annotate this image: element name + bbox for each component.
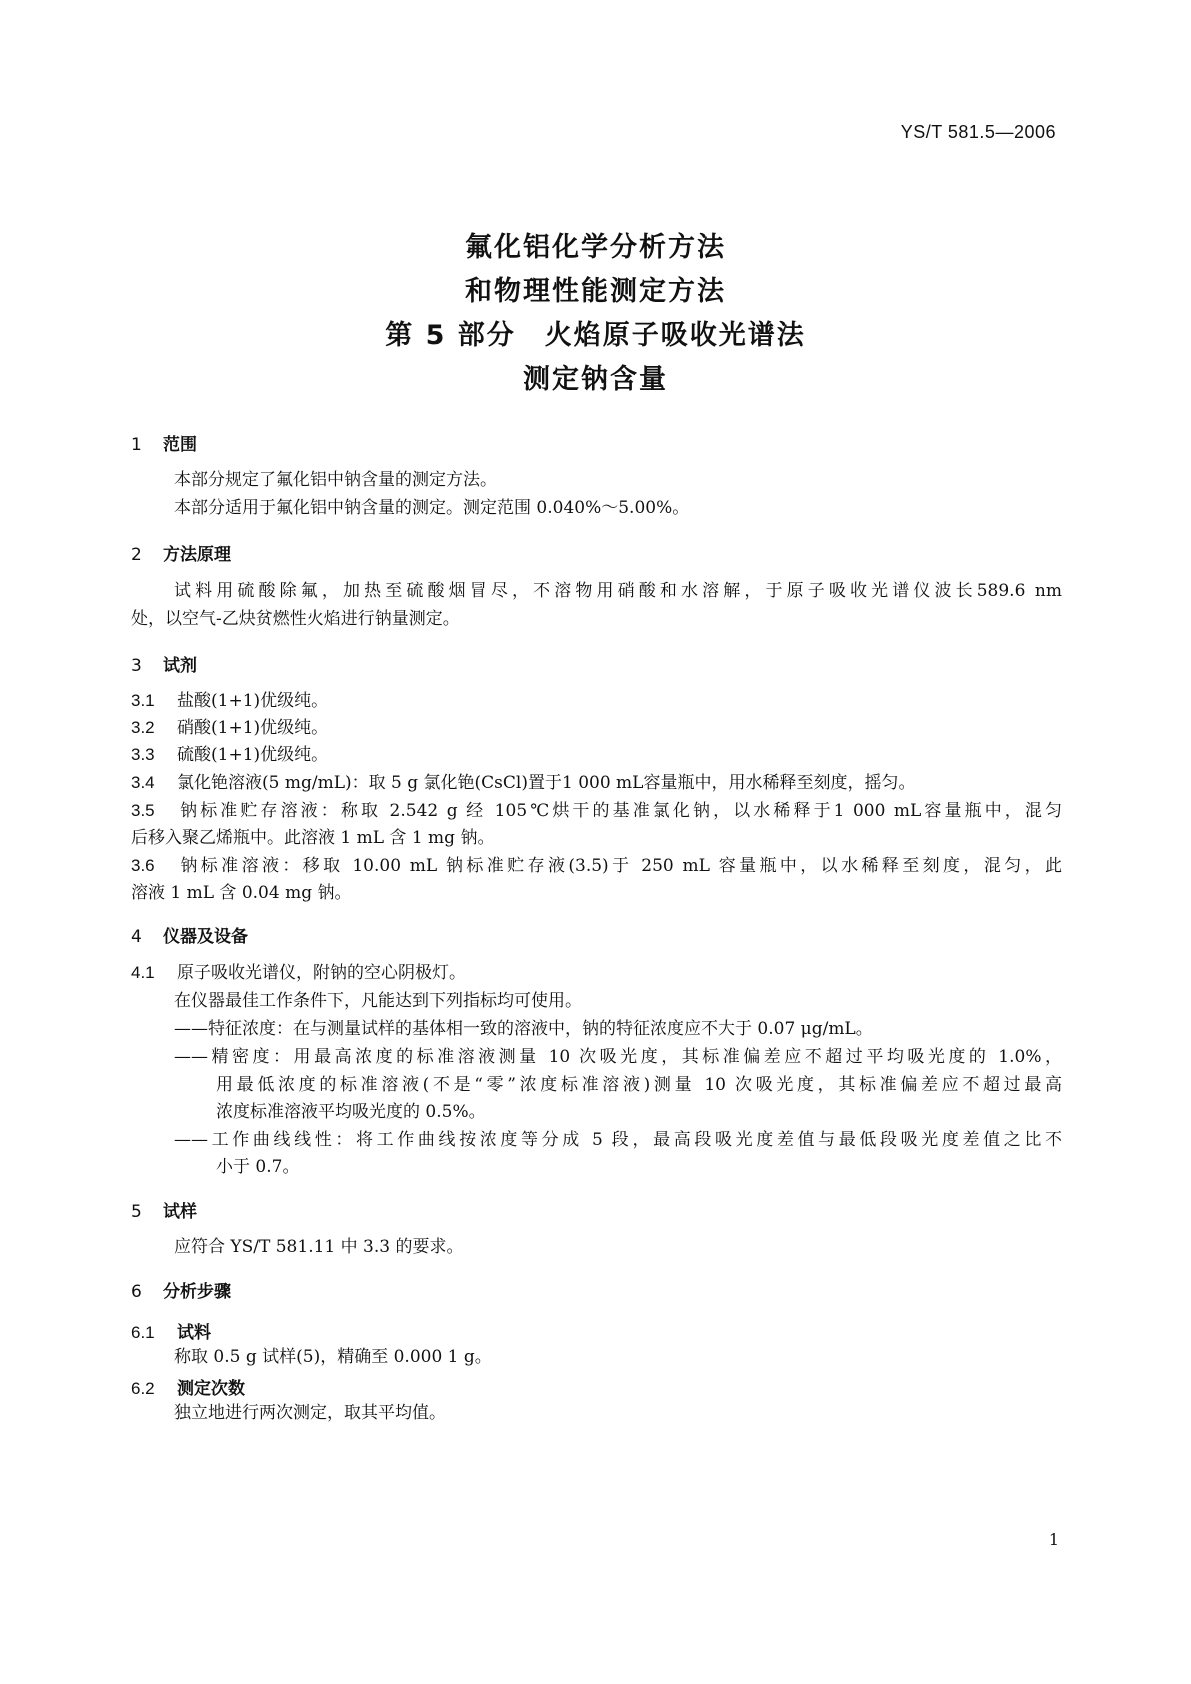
subsection-6-2-paragraph: 独立地进行两次测定，取其平均值。: [174, 1403, 446, 1423]
section-2-paragraph-line-1: 试料用硫酸除氟，加热至硫酸烟冒尽，不溶物用硝酸和水溶解，于原子吸收光谱仪波长589.6 nm: [174, 581, 1062, 601]
section-5-paragraph: 应符合 YS/T 581.11 中 3.3 的要求。: [174, 1237, 464, 1257]
subsection-6-1-heading: 6.1 试料: [131, 1323, 211, 1343]
section-6-heading: 6 分析步骤: [131, 1282, 231, 1302]
title-line-4: 测定钠含量: [523, 364, 668, 395]
reagent-3-2: 3.2 硝酸(1+1)优级纯。: [131, 718, 329, 738]
page-number: 1: [1048, 1530, 1059, 1549]
subsection-6-2-heading: 6.2 测定次数: [131, 1379, 245, 1399]
standard-code: YS/T 581.5—2006: [900, 122, 1056, 142]
section-2-heading: 2 方法原理: [131, 545, 231, 565]
reagent-3-3: 3.3 硫酸(1+1)优级纯。: [131, 745, 329, 765]
section-1-paragraph-1: 本部分规定了氟化铝中钠含量的测定方法。: [174, 470, 497, 490]
reagent-3-6-line-2: 溶液 1 mL 含 0.04 mg 钠。: [131, 883, 352, 903]
section-4-heading: 4 仪器及设备: [131, 927, 248, 947]
equipment-conditions: 在仪器最佳工作条件下，凡能达到下列指标均可使用。: [174, 991, 582, 1011]
reagent-3-6-line-1: 3.6 钠标准溶液：移取 10.00 mL 钠标准贮存液(3.5)于 250 mL 容量瓶中，以水稀释至刻度，混匀，此: [131, 856, 1062, 876]
title-line-3: 第 5 部分 火焰原子吸收光谱法: [385, 320, 806, 351]
document-title: [0, 226, 1191, 402]
section-2-paragraph-line-2: 处，以空气-乙炔贫燃性火焰进行钠量测定。: [131, 609, 460, 629]
criterion-precision-line-3: 浓度标准溶液平均吸光度的 0.5%。: [216, 1102, 486, 1122]
title-line-1: 氟化铝化学分析方法: [465, 232, 726, 263]
title-line-2: 和物理性能测定方法: [465, 276, 726, 307]
criterion-characteristic-concentration: ——特征浓度：在与测量试样的基体相一致的溶液中，钠的特征浓度应不大于 0.07 μg/mL。: [174, 1019, 873, 1039]
reagent-3-4: 3.4 氯化铯溶液(5 mg/mL)：取 5 g 氯化铯(CsCl)置于1 000 mL容量瓶中，用水稀释至刻度，摇匀。: [131, 773, 916, 793]
criterion-precision-line-2: 用最低浓度的标准溶液(不是“零”浓度标准溶液)测量 10 次吸光度，其标准偏差应不超过最高: [216, 1075, 1062, 1095]
reagent-3-5-line-2: 后移入聚乙烯瓶中。此溶液 1 mL 含 1 mg 钠。: [131, 828, 495, 848]
equipment-4-1: 4.1 原子吸收光谱仪，附钠的空心阴极灯。: [131, 963, 466, 983]
section-3-heading: 3 试剂: [131, 656, 197, 676]
reagent-3-1: 3.1 盐酸(1+1)优级纯。: [131, 691, 329, 711]
section-5-heading: 5 试样: [131, 1202, 197, 1222]
criterion-linearity-line-2: 小于 0.7。: [216, 1157, 300, 1177]
reagent-3-5-line-1: 3.5 钠标准贮存溶液：称取 2.542 g 经 105℃烘干的基准氯化钠，以水稀释于1 000 mL容量瓶中，混匀: [131, 801, 1062, 821]
section-1-heading: 1 范围: [131, 435, 197, 455]
subsection-6-1-paragraph: 称取 0.5 g 试样(5)，精确至 0.000 1 g。: [174, 1347, 492, 1367]
criterion-precision-line-1: ——精密度：用最高浓度的标准溶液测量 10 次吸光度，其标准偏差应不超过平均吸光度的 1.0%，: [174, 1047, 1062, 1067]
criterion-linearity-line-1: ——工作曲线线性：将工作曲线按浓度等分成 5 段，最高段吸光度差值与最低段吸光度差值之比不: [174, 1130, 1062, 1150]
section-1-paragraph-2: 本部分适用于氟化铝中钠含量的测定。测定范围 0.040%～5.00%。: [174, 498, 690, 518]
